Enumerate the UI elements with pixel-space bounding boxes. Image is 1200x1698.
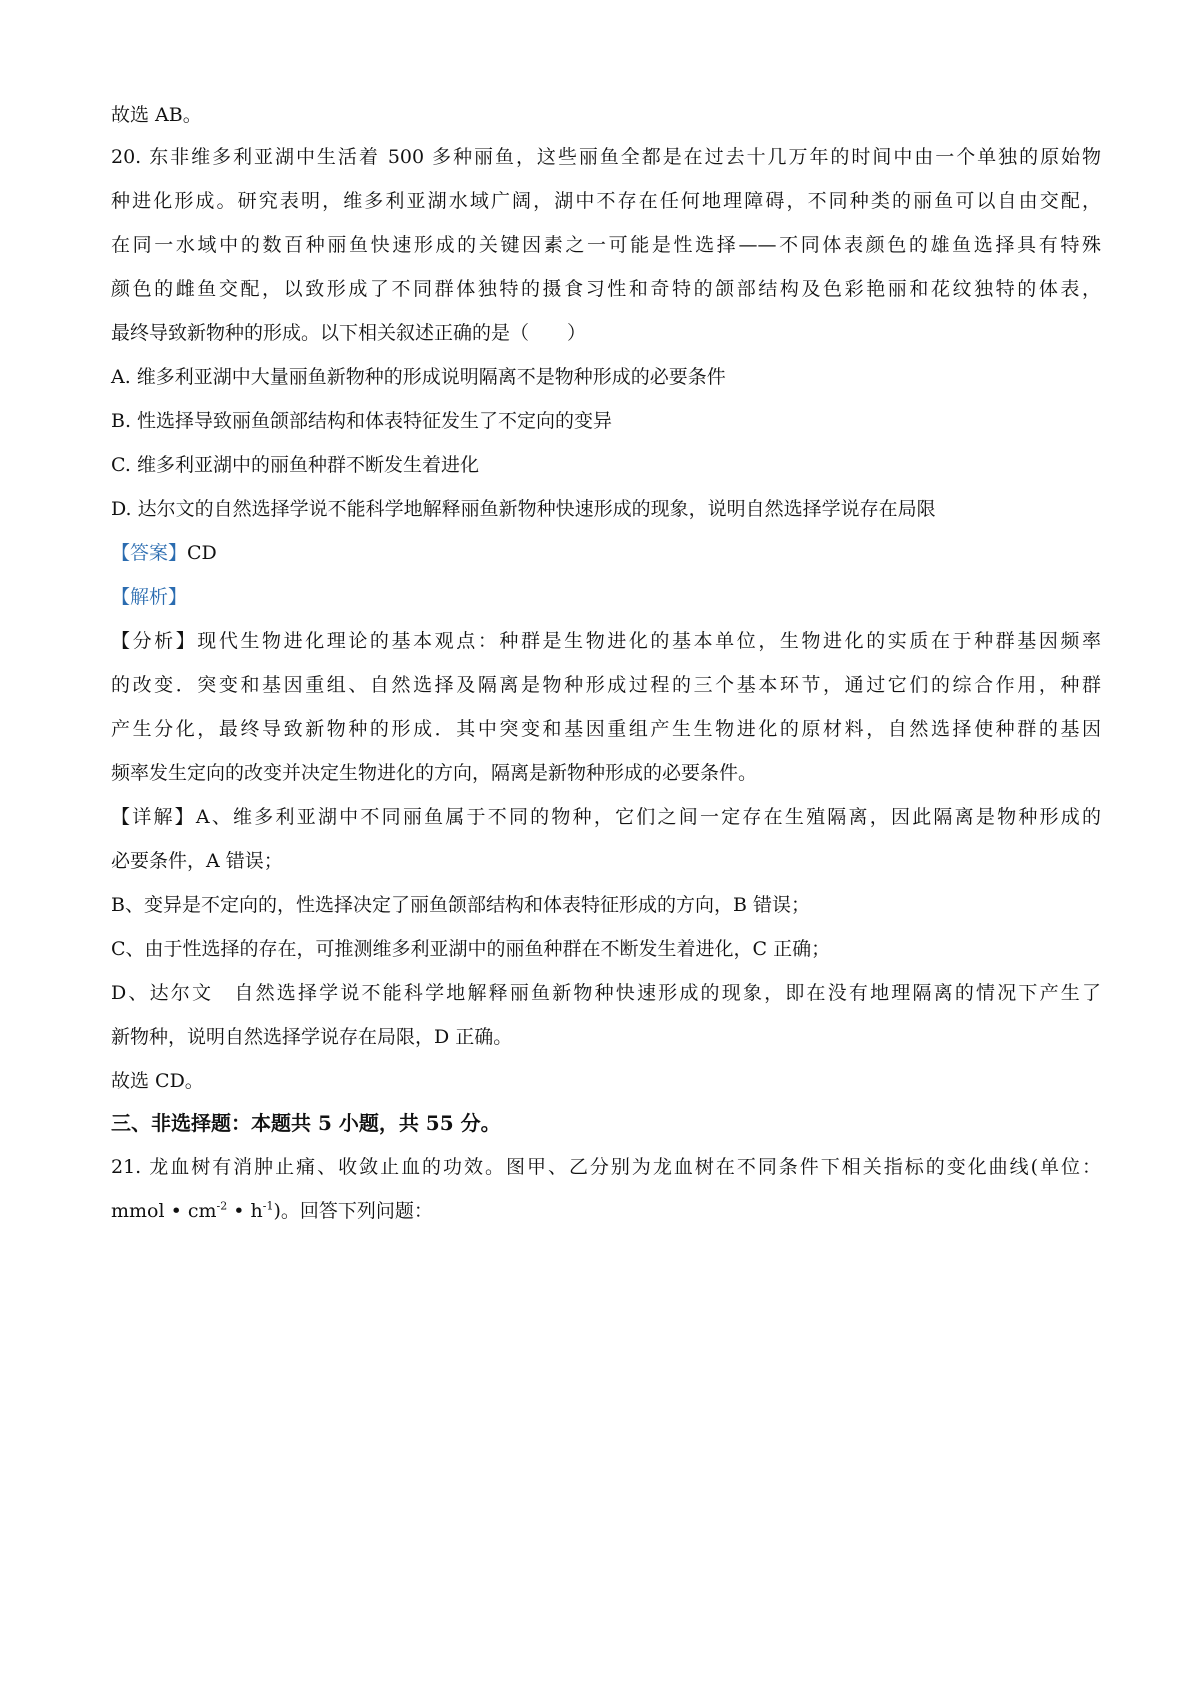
q20-analysis-line-4: 频率发生定向的改变并决定生物进化的方向，隔离是新物种形成的必要条件。	[111, 762, 758, 784]
unit-exponent-1: -2	[216, 1199, 228, 1213]
q20-analysis-line-2: 的改变．突变和基因重组、自然选择及隔离是物种形成过程的三个基本环节，通过它们的综合作用，种群	[111, 674, 1101, 696]
q20-detail-line-7: 故选 CD。	[111, 1070, 204, 1092]
q20-option-a: A. 维多利亚湖中大量丽鱼新物种的形成说明隔离不是物种形成的必要条件	[111, 366, 726, 388]
q20-option-d: D. 达尔文的自然选择学说不能科学地解释丽鱼新物种快速形成的现象，说明自然选择学说存在局限	[111, 498, 936, 520]
q20-detail-line-2: 必要条件，A 错误；	[111, 850, 283, 872]
unit-exponent-2: -1	[262, 1199, 274, 1213]
q20-option-c: C. 维多利亚湖中的丽鱼种群不断发生着进化	[111, 454, 479, 476]
q20-stem-line-5: 最终导致新物种的形成。以下相关叙述正确的是（ ）	[111, 322, 587, 344]
q20-analysis-line-1: 【分析】现代生物进化理论的基本观点：种群是生物进化的基本单位，生物进化的实质在于种群基因频率	[111, 630, 1101, 652]
q20-analysis-line-3: 产生分化，最终导致新物种的形成．其中突变和基因重组产生生物进化的原材料，自然选择使种群的基因	[111, 718, 1101, 740]
q20-detail-line-4: C、由于性选择的存在，可推测维多利亚湖中的丽鱼种群在不断发生着进化，C 正确；	[111, 938, 831, 960]
unit-suffix: )。回答下列问题：	[273, 1200, 433, 1222]
q20-detail-line-5: D、达尔文 自然选择学说不能科学地解释丽鱼新物种快速形成的现象，即在没有地理隔离的情况下产生了	[111, 982, 1101, 1004]
q20-option-b: B. 性选择导致丽鱼颌部结构和体表特征发生了不定向的变异	[111, 410, 613, 432]
q21-stem-line-1: 21. 龙血树有消肿止痛、收敛止血的功效。图甲、乙分别为龙血树在不同条件下相关指标的变化曲线(单位：	[111, 1156, 1101, 1178]
q20-stem-line-4: 颜色的雌鱼交配，以致形成了不同群体独特的摄食习性和奇特的颌部结构及色彩艳丽和花纹独特的体表，	[111, 278, 1101, 300]
section-3-heading: 三、非选择题：本题共 5 小题，共 55 分。	[111, 1111, 501, 1135]
unit-prefix: mmol • cm	[111, 1200, 217, 1222]
q20-stem-line-3: 在同一水域中的数百种丽鱼快速形成的关键因素之一可能是性选择——不同体表颜色的雄鱼选择具有特殊	[111, 234, 1101, 256]
q20-detail-line-3: B、变异是不定向的，性选择决定了丽鱼颌部结构和体表特征形成的方向，B 错误；	[111, 894, 810, 916]
q20-detail-line-1: 【详解】A、维多利亚湖中不同丽鱼属于不同的物种，它们之间一定存在生殖隔离，因此隔离是物种形成的	[111, 806, 1101, 828]
q21-stem-line-2	[111, 1198, 433, 1224]
unit-middle: • h	[227, 1200, 263, 1222]
answer-value: CD	[187, 542, 217, 564]
q20-stem-line-2: 种进化形成。研究表明，维多利亚湖水域广阔，湖中不存在任何地理障碍，不同种类的丽鱼可以自由交配，	[111, 190, 1101, 212]
q20-stem-line-1: 20. 东非维多利亚湖中生活着 500 多种丽鱼，这些丽鱼全都是在过去十几万年的时间中由一个单独的原始物	[111, 146, 1101, 168]
q20-detail-line-6: 新物种，说明自然选择学说存在局限，D 正确。	[111, 1026, 513, 1048]
q20-answer	[111, 540, 217, 566]
answer-tag: 【答案】	[111, 542, 188, 564]
analysis-tag: 【解析】	[111, 586, 188, 608]
previous-answer-conclusion: 故选 AB。	[111, 104, 202, 126]
